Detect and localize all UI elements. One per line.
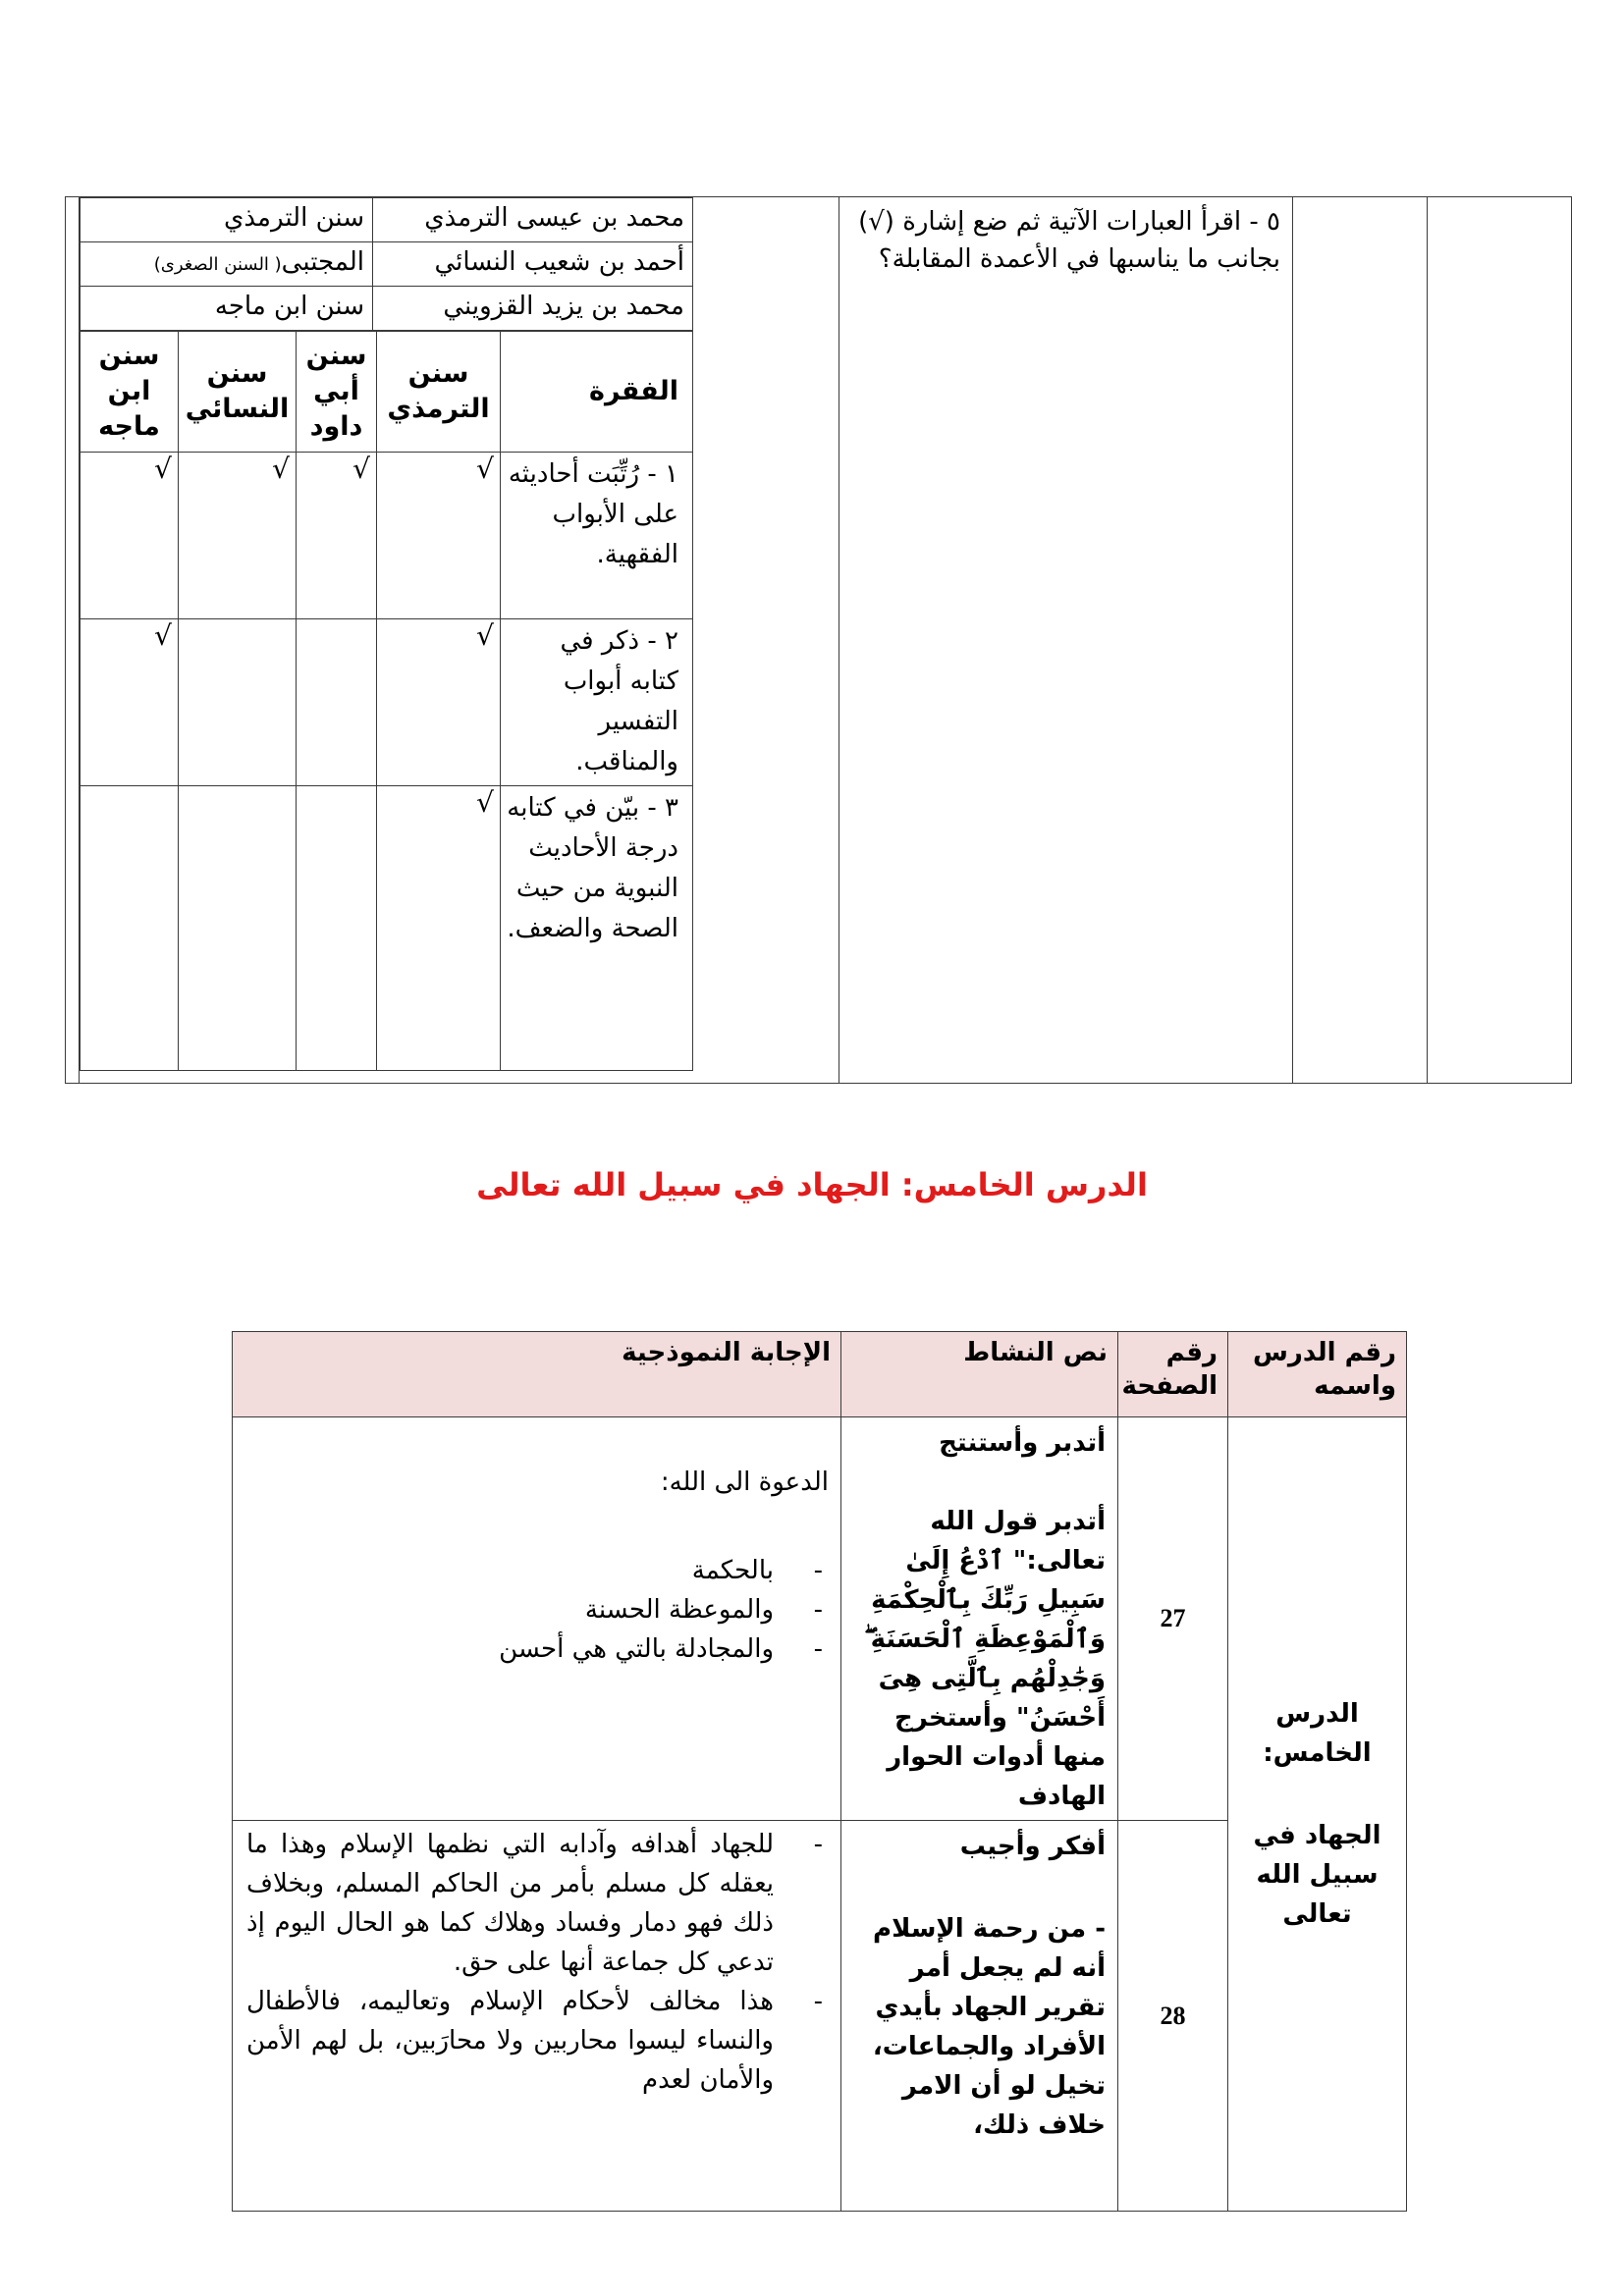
header-nasai: سنن النسائي — [179, 332, 297, 453]
author-name: محمد بن يزيد القزويني — [373, 287, 693, 331]
answer-cell — [80, 197, 839, 1084]
author-row — [81, 242, 693, 287]
author-row — [81, 198, 693, 242]
sunan-check-table — [80, 331, 693, 1071]
lesson-name: الجهاد في سبيل الله تعالى — [1253, 1821, 1381, 1929]
check-mark — [179, 786, 297, 1071]
activity-text — [841, 1821, 1118, 2212]
answer-list — [246, 1551, 829, 1669]
paragraph-text: ١ - رُتِّبَت أحاديثه على الأبواب الفقهية. — [501, 453, 693, 619]
lesson-table — [232, 1331, 1407, 2212]
header-tirmidhi: سنن الترمذي — [377, 332, 501, 453]
question-five: ٥ - اقرأ العبارات الآتية ثم ضع إشارة (√) بجانب ما يناسبها في الأعمدة المقابلة؟ — [839, 197, 1293, 1084]
book-name: المجتبى( السنن الصغرى) — [81, 242, 373, 287]
check-mark: √ — [81, 619, 179, 786]
activity-title: أتدبر وأستنتج — [939, 1428, 1106, 1458]
header-ibn-majah: سنن ابن ماجه — [81, 332, 179, 453]
check-mark — [81, 786, 179, 1071]
empty-column-left — [66, 197, 80, 1084]
page-number: 28 — [1118, 1821, 1228, 2212]
page-number: 27 — [1118, 1417, 1228, 1821]
table-row — [81, 619, 693, 786]
list-item: - والمجادلة بالتي هي أحسن — [246, 1629, 829, 1669]
header-page: رقم الصفحة — [1118, 1332, 1228, 1417]
authors-table — [80, 197, 693, 331]
book-note: ( السنن الصغرى) — [153, 254, 282, 275]
lesson-number: الدرس الخامس: — [1263, 1699, 1372, 1768]
empty-column-right — [1428, 197, 1572, 1084]
list-item: - والموعظة الحسنة — [246, 1590, 829, 1629]
answer-list — [246, 1825, 829, 2100]
check-mark: √ — [297, 453, 377, 619]
check-mark: √ — [179, 453, 297, 619]
check-mark: √ — [377, 453, 501, 619]
activity-body: أتدبر قول الله تعالى:" ٱدْعُ إِلَىٰ سَبِيلِ رَبِّكَ بِٱلْحِكْمَةِ وَٱلْمَوْعِظَةِ ٱلْحَسَنَةِ ۖ وَجَٰدِلْهُم بِٱلَّتِى هِىَ أَحْسَنُ" وأستخرج منها أدوات الحوار الهادف — [864, 1507, 1106, 1811]
activity-body: - من رحمة الإسلام أنه لم يجعل أمر تقرير الجهاد بأيدي الأفراد والجماعات، تخيل لو أن الامر خلاف ذلك، — [872, 1914, 1106, 2140]
author-name: محمد بن عيسى الترمذي — [373, 198, 693, 242]
book-name: سنن ابن ماجه — [81, 287, 373, 331]
header-activity: نص النشاط — [841, 1332, 1118, 1417]
table-row — [81, 453, 693, 619]
list-item: - هذا مخالف لأحكام الإسلام وتعاليمه، فالأطفال والنساء ليسوا محاربين ولا محارَبين، بل لهم الأمن والأمان لعدم — [246, 1982, 829, 2100]
check-mark — [179, 619, 297, 786]
answer-intro: الدعوة الى الله: — [660, 1468, 829, 1497]
table-row — [81, 786, 693, 1071]
check-mark — [297, 786, 377, 1071]
activity-title: أفكر وأجيب — [959, 1832, 1106, 1861]
check-mark: √ — [81, 453, 179, 619]
paragraph-text: ٢ - ذكر في كتابه أبواب التفسير والمناقب. — [501, 619, 693, 786]
check-mark: √ — [377, 619, 501, 786]
model-answer — [233, 1417, 841, 1821]
header-answer: الإجابة النموذجية — [233, 1332, 841, 1417]
list-item: - بالحكمة — [246, 1551, 829, 1590]
header-lesson: رقم الدرس واسمه — [1228, 1332, 1407, 1417]
list-item: - للجهاد أهدافه وآدابه التي نظمها الإسلام وهذا ما يعقله كل مسلم بأمر من الحاكم المسلم، وبخلاف ذلك فهو دمار وفساد وهلاك كما هو الحال اليوم إذ تدعي كل جماعة أنها على حق. — [246, 1825, 829, 1982]
table-row — [233, 1417, 1407, 1821]
book-name: سنن الترمذي — [81, 198, 373, 242]
lesson-name-cell — [1228, 1417, 1407, 2212]
exercise-table — [65, 196, 1572, 1084]
check-mark — [297, 619, 377, 786]
check-mark: √ — [377, 786, 501, 1071]
header-abu-dawud: سنن أبي داود — [297, 332, 377, 453]
paragraph-text: ٣ - بيّن في كتابه درجة الأحاديث النبوية من حيث الصحة والضعف. — [501, 786, 693, 1071]
model-answer — [233, 1821, 841, 2212]
lesson-title: الدرس الخامس: الجهاد في سبيل الله تعالى — [476, 1166, 1148, 1203]
header-paragraph: الفقرة — [501, 332, 693, 453]
empty-column-2 — [1293, 197, 1428, 1084]
author-name: أحمد بن شعيب النسائي — [373, 242, 693, 287]
activity-text — [841, 1417, 1118, 1821]
author-row — [81, 287, 693, 331]
